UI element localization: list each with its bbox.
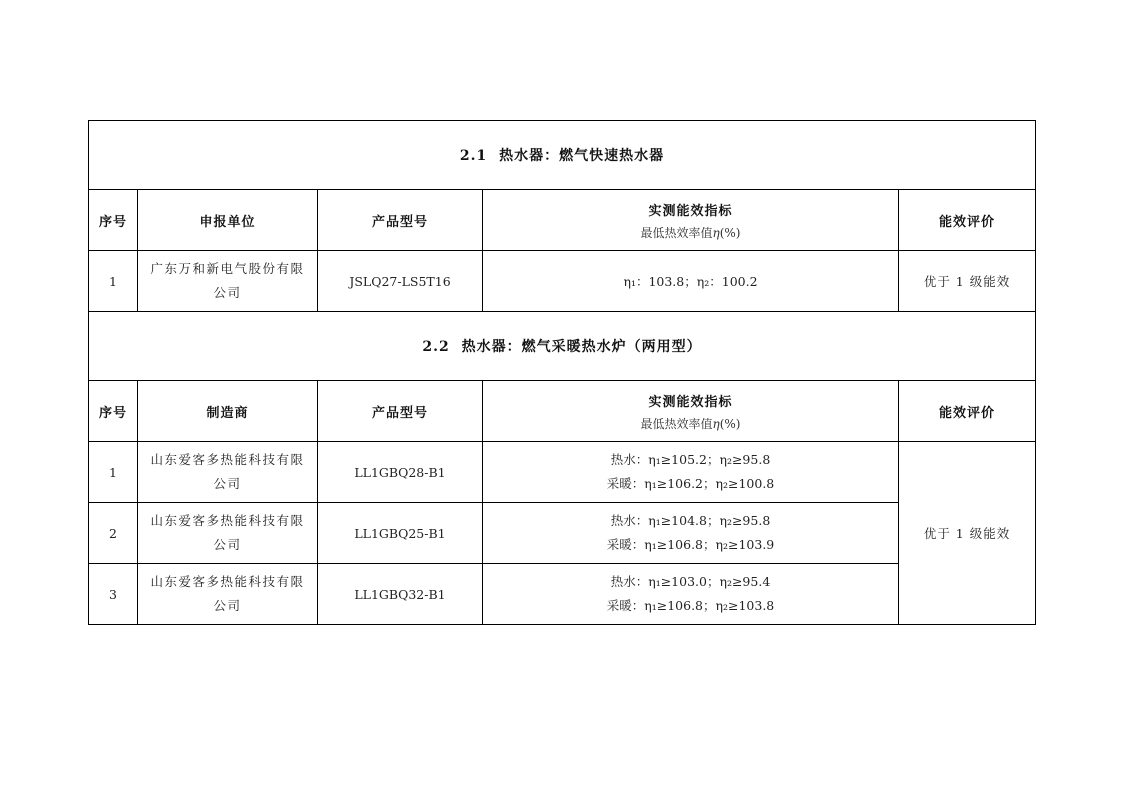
heating-efficiency: 采暖：η₁≥106.2；η₂≥100.8: [606, 476, 775, 491]
energy-efficiency-table: [88, 120, 1036, 625]
hot-water-efficiency: 热水：η₁≥103.0；η₂≥95.4: [610, 574, 771, 589]
indicator-sub-eta: η: [712, 225, 720, 240]
header-unit: 申报单位: [138, 190, 318, 251]
table-header-row: [89, 381, 1036, 442]
indicator-sub-eta: η: [712, 416, 720, 431]
heating-efficiency: 采暖：η₁≥106.8；η₂≥103.9: [606, 537, 775, 552]
company-line: 公司: [213, 476, 242, 491]
row-efficiency: η₁：103.8；η₂：100.2: [483, 251, 899, 312]
header-indicator-sub: [487, 224, 894, 241]
row-efficiency: [483, 503, 899, 564]
company-line: 公司: [213, 285, 242, 300]
section-title-text: 热水器：燃气采暖热水炉（两用型）: [461, 339, 702, 355]
section-title-row: [89, 121, 1036, 190]
company-line: 山东爱客多热能科技有限: [150, 513, 305, 528]
header-seq: 序号: [89, 190, 138, 251]
row-model: LL1GBQ25-B1: [318, 503, 483, 564]
row-seq: 1: [89, 251, 138, 312]
section-number: 2.1: [459, 148, 488, 164]
header-indicator-title: 实测能效指标: [648, 203, 733, 219]
hot-water-efficiency: 热水：η₁≥104.8；η₂≥95.8: [610, 513, 771, 528]
table-header-row: [89, 190, 1036, 251]
header-indicator-sub: [487, 415, 894, 432]
row-efficiency: [483, 564, 899, 625]
indicator-sub-prefix: 最低热效率值: [640, 416, 713, 431]
company-line: 山东爱客多热能科技有限: [150, 574, 305, 589]
company-line: 广东万和新电气股份有限: [150, 261, 305, 276]
row-seq: 2: [89, 503, 138, 564]
row-model: JSLQ27-LS5T16: [318, 251, 483, 312]
header-rating: 能效评价: [899, 381, 1036, 442]
indicator-sub-suffix: (%): [719, 416, 741, 431]
hot-water-efficiency: 热水：η₁≥105.2；η₂≥95.8: [610, 452, 771, 467]
section-number: 2.2: [422, 339, 450, 355]
table-row: [89, 564, 1036, 625]
header-model: 产品型号: [318, 381, 483, 442]
row-model: LL1GBQ32-B1: [318, 564, 483, 625]
section-title-text: 热水器：燃气快速热水器: [499, 148, 665, 164]
row-model: LL1GBQ28-B1: [318, 442, 483, 503]
row-seq: 3: [89, 564, 138, 625]
section-title: [89, 312, 1036, 381]
indicator-sub-prefix: 最低热效率值: [640, 225, 713, 240]
row-seq: 1: [89, 442, 138, 503]
company-line: 公司: [213, 598, 242, 613]
table-row: [89, 251, 1036, 312]
row-company: [138, 503, 318, 564]
header-rating: 能效评价: [899, 190, 1036, 251]
heating-efficiency: 采暖：η₁≥106.8；η₂≥103.8: [606, 598, 775, 613]
company-line: 公司: [213, 537, 242, 552]
row-rating-merged: 优于 1 级能效: [899, 442, 1036, 625]
row-company: [138, 442, 318, 503]
header-indicator-title: 实测能效指标: [648, 394, 733, 410]
row-company: [138, 564, 318, 625]
header-unit: 制造商: [138, 381, 318, 442]
header-model: 产品型号: [318, 190, 483, 251]
row-rating: 优于 1 级能效: [899, 251, 1036, 312]
section-title: [89, 121, 1036, 190]
section-title-row: [89, 312, 1036, 381]
row-company: [138, 251, 318, 312]
row-efficiency: [483, 442, 899, 503]
indicator-sub-suffix: (%): [719, 225, 741, 240]
table-row: [89, 442, 1036, 503]
company-line: 山东爱客多热能科技有限: [150, 452, 305, 467]
header-seq: 序号: [89, 381, 138, 442]
header-indicator: [483, 190, 899, 251]
table-row: [89, 503, 1036, 564]
header-indicator: [483, 381, 899, 442]
